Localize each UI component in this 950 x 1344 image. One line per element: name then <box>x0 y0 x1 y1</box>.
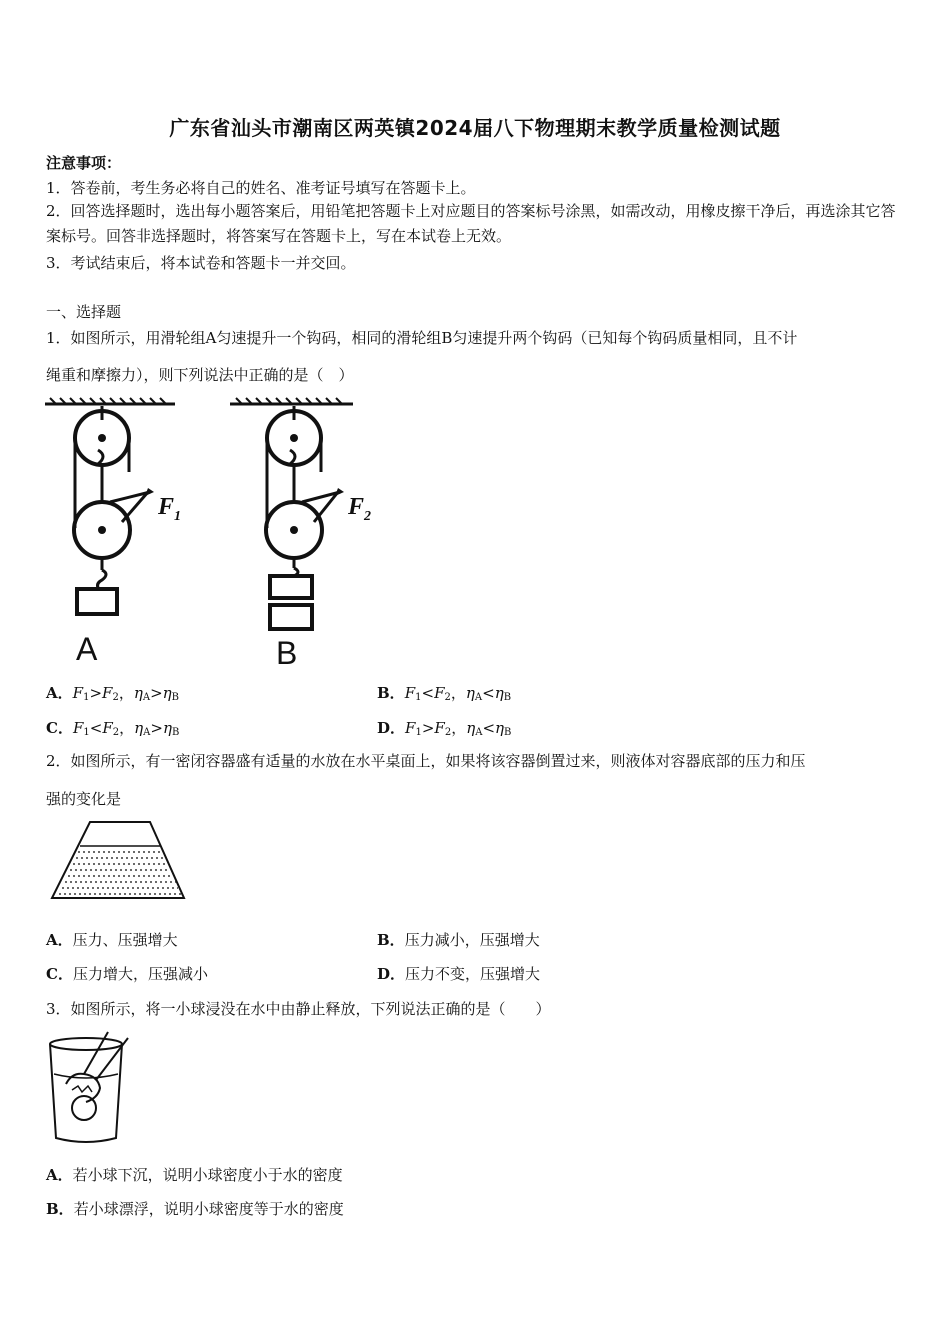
pulley-figure-b <box>228 392 388 672</box>
page-title: 广东省汕头市潮南区两英镇2024届八下物理期末教学质量检测试题 <box>169 116 781 140</box>
pulley-figure-a <box>40 392 200 672</box>
hook-weight-bottom <box>270 605 312 629</box>
notice-item-3: 3．考试结束后，将本试卷和答题卡一并交回。 <box>46 254 356 272</box>
ball <box>72 1096 96 1120</box>
q2-option-a[interactable]: A．压力、压强增大 <box>46 931 178 949</box>
force-label-f2: $F_2$ <box>348 494 372 524</box>
q3-stem-line1: 3．如图所示，将一小球浸没在水中由静止释放，下列说法正确的是（ ） <box>46 1000 551 1018</box>
notice-item-2: 2．回答选择题时，选出每小题答案后，用铅笔把答题卡上对应题目的答案标号涂黑，如需改动，用橡皮擦干净后，再选涂其它答案标号。回答非选择题时，将答案写在答题卡上，写在本试卷上无效。 <box>46 202 896 245</box>
q2-option-c[interactable]: C．压力增大，压强减小 <box>46 965 208 983</box>
q2-stem-line1: 2．如图所示，有一密闭容器盛有适量的水放在水平桌面上，如果将该容器倒置过来，则液体对容器底部的压力和压 <box>46 752 806 770</box>
ceiling-hatch <box>230 398 353 404</box>
q1-option-b[interactable]: B．$F_1<F_2$，$\eta_A<\eta_B$ <box>377 684 512 703</box>
q1-stem-line2: 绳重和摩擦力），则下列说法中正确的是（ ） <box>46 366 354 384</box>
container-figure <box>50 820 190 902</box>
notice-item-1: 1．答卷前，考生务必将自己的姓名、准考证号填写在答题卡上。 <box>46 179 476 197</box>
q2-stem-line2: 强的变化是 <box>46 790 122 808</box>
q1-option-a[interactable]: A．$F_1>F_2$，$\eta_A>\eta_B$ <box>46 684 179 703</box>
ball-in-water-figure <box>46 1030 138 1146</box>
force-label-f1: $F_1$ <box>158 494 182 524</box>
q3-option-b[interactable]: B．若小球漂浮，说明小球密度等于水的密度 <box>46 1200 344 1218</box>
q1-stem-line1: 1．如图所示，用滑轮组A匀速提升一个钩码，相同的滑轮组B匀速提升两个钩码（已知每个钩码质量相同，且不计 <box>46 329 798 347</box>
q1-option-d[interactable]: D．$F_1>F_2$，$\eta_A<\eta_B$ <box>377 719 512 738</box>
q2-option-d[interactable]: D．压力不变，压强增大 <box>377 965 541 983</box>
q1-option-c[interactable]: C．$F_1<F_2$，$\eta_A>\eta_B$ <box>46 719 180 738</box>
q2-option-b[interactable]: B．压力减小，压强增大 <box>377 931 540 949</box>
hook-weight-top <box>270 576 312 598</box>
notice-heading: 注意事项： <box>46 154 122 172</box>
ceiling-hatch <box>45 398 175 404</box>
hook-weight <box>77 589 117 614</box>
q3-option-a[interactable]: A．若小球下沉，说明小球密度小于水的密度 <box>46 1166 343 1184</box>
figure-label-b: B <box>276 635 298 671</box>
figure-label-a: A <box>76 631 98 667</box>
water-dots <box>59 852 181 894</box>
section-heading: 一、选择题 <box>46 303 122 321</box>
